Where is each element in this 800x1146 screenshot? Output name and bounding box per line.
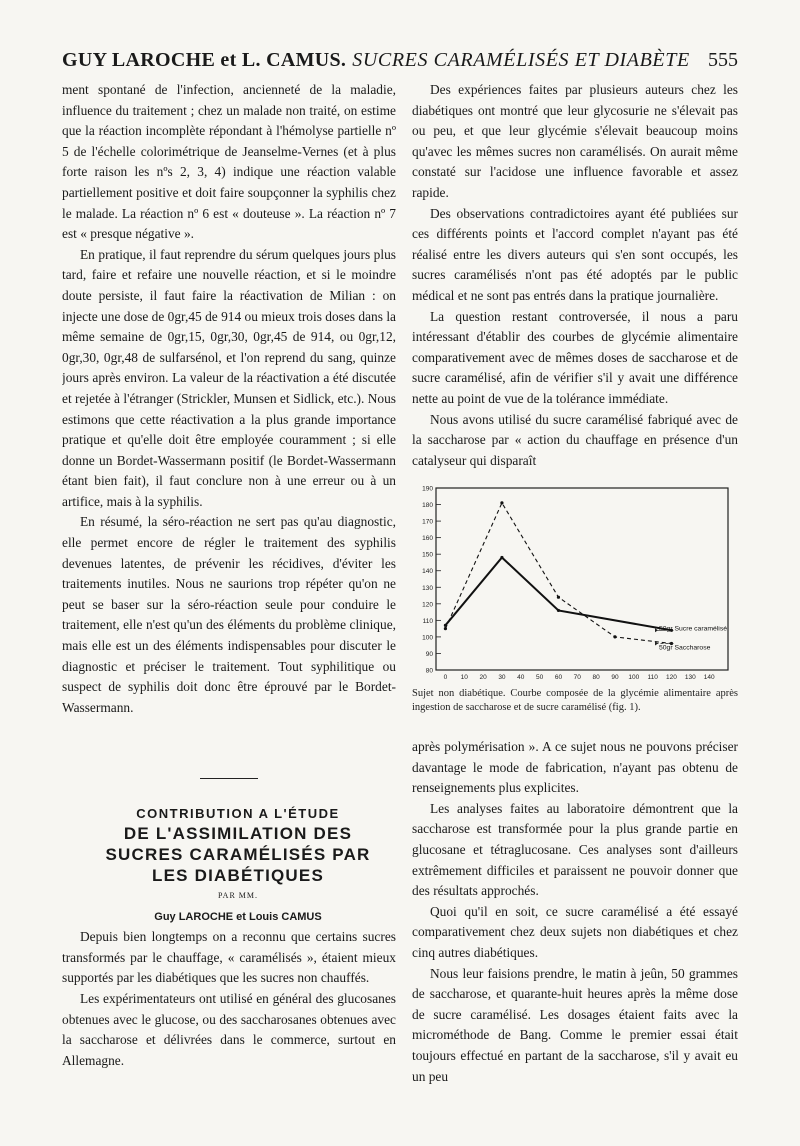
x-tick-label: 110 — [647, 674, 658, 681]
right-column-top — [412, 80, 738, 480]
y-tick-label: 190 — [422, 485, 433, 493]
x-tick-label: 90 — [611, 674, 619, 681]
data-point — [500, 556, 503, 559]
x-tick-label: 0 — [443, 674, 448, 681]
data-point — [557, 596, 560, 599]
x-tick-label: 80 — [592, 674, 600, 681]
plot-frame — [436, 488, 728, 670]
y-tick-label: 180 — [422, 502, 433, 510]
y-tick-label: 140 — [422, 568, 433, 576]
running-header — [62, 46, 738, 74]
paragraph: Les analyses faites au laboratoire démontrent que la saccharose est transformée pour la plus grande partie en glucosane et tétraglucosane. Ces analyses sont d'ailleurs extrêmement difficiles et paraissent ne pouvoir donner que des résultats approchés. — [412, 800, 738, 899]
paragraph: après polymérisation ». A ce sujet nous ne pouvons préciser davantage le mode de fabrication, n'ayant pas obtenu de renseignements plus explicites. — [412, 739, 738, 796]
previous-article-end — [62, 80, 396, 770]
y-tick-label: 160 — [422, 535, 433, 543]
paragraph: Nous leur faisions prendre, le matin à jeûn, 50 grammes de saccharose, et quarante-huit heures après la même dose de sucre caramélisé. Les dosages étaient faits avec la microméthode de Bang. Comme le premier essai était toujours effectué en partant de la saccharose, s'il y avait eu un peu — [412, 965, 738, 1084]
y-tick-label: 80 — [425, 667, 433, 675]
series-line-1 — [445, 557, 671, 630]
x-tick-label: 50 — [535, 674, 544, 681]
legend-arrowhead — [655, 628, 658, 632]
x-tick-label: 30 — [498, 674, 506, 681]
article-title-line: DE L'ASSIMILATION DES — [123, 824, 353, 843]
article-divider — [200, 778, 258, 779]
x-tick-label: 40 — [517, 674, 525, 681]
y-tick-label: 90 — [425, 650, 433, 658]
glycemia-figure — [412, 480, 738, 732]
x-tick-label: 70 — [573, 674, 581, 681]
y-tick-label: 170 — [422, 518, 433, 526]
x-tick-label: 140 — [703, 674, 715, 681]
glycemia-chart — [412, 480, 738, 685]
data-point — [500, 501, 503, 504]
y-tick-label: 150 — [422, 551, 433, 559]
data-point — [444, 627, 447, 630]
y-tick-label: 100 — [422, 634, 433, 642]
figure-caption: Sujet non diabétique. Courbe composée de la glycémie alimentaire après ingestion de saccharose et de sucre caramélisé (fig. 1). — [412, 688, 738, 713]
paragraph: Depuis bien longtemps on a reconnu que certains sucres transformés par le chauffage, « caramélisés », étaient mieux supportés par les diabétiques que les sucres non chauffés. — [62, 929, 396, 986]
x-tick-label: 10 — [460, 674, 468, 681]
left-column — [62, 80, 396, 1071]
legend-label: 50gr Sucre caramélisé — [659, 625, 727, 633]
article-byline: Guy LAROCHE et Louis CAMUS — [154, 910, 322, 923]
paragraph: Quoi qu'il en soit, ce sucre caramélisé a été essayé comparativement chez deux sujets non diabétiques et chez cinq autres diabétiques. — [412, 903, 738, 960]
paragraph: En pratique, il faut reprendre du sérum quelques jours plus tard, faire et refaire une nouvelle réaction, et si le moindre doute persiste, il faut faire la réactivation de Milian : on injecte une dose de 0gr,45 de 914 ou mieux trois doses dans la même semaine de 0gr,15, 0gr,30, 0gr,45 de 914, ou 0gr,12, 0gr,30, 0gr,48 de sulfarsénol, et l'on reprend du sang, quinze jours après environ. La valeur de la réactivation a été discutée et rejetée à l'étranger (Strickler, Munsen et Sidlick, etc.). Nous estimons que cette réactivation a la plus grande importance pratique et qu'elle doit être employée couramment ; si elle donne un Bordet-Wassermann positif (le Bordet-Wassermann étant bien fait), il faut conclure non à une erreur ou à un artifice, mais à la syphilis. — [62, 246, 396, 509]
article-par: PAR MM. — [217, 891, 259, 900]
paragraph: Les expérimentateurs ont utilisé en général des glucosanes obtenues avec le glucose, ou des saccharosanes obtenues avec la saccharose et délivrées dans le commerce, surtout en Allemagne. — [62, 990, 396, 1068]
x-tick-label: 120 — [666, 674, 677, 681]
x-tick-label: 60 — [554, 674, 563, 681]
legend-label: 50gr Saccharose — [659, 644, 711, 652]
x-tick-label: 130 — [684, 674, 696, 681]
data-point — [557, 609, 560, 612]
paragraph: En résumé, la séro-réaction ne sert pas qu'au diagnostic, elle permet encore de régler le traitement des syphilis devenues latentes, de prévenir les récidives, d'éviter les traitements inutiles. Nous ne saurions trop répéter qu'on ne peut se baser sur la séro-réaction seule pour conduire le traitement, elle n'est qu'un des éléments du problème clinique, mais elle est un des éléments indispensables pour discuter le diagnostic et préciser le traitement. Tout syphilitique ou suspect de syphilis doit donc être éprouvé par le Bordet-Wassermann. — [62, 514, 396, 715]
header-authors: GUY LAROCHE et L. CAMUS. — [62, 49, 347, 71]
y-tick-label: 110 — [422, 617, 433, 625]
y-tick-label: 130 — [422, 584, 433, 592]
paragraph: Des expériences faites par plusieurs auteurs chez les diabétiques ont montré que leur glycosurie ne s'élevait pas ou peu, et que leur glycémie s'élevait beaucoup moins qu'avec les mêmes sucres non caramélisés. On aurait même constaté sur l'acidose une influence favorable et assez rapide. — [412, 82, 738, 200]
article-title-line: SUCRES CARAMÉLISÉS PAR — [105, 845, 371, 864]
right-column-bottom — [412, 737, 738, 1137]
paragraph: Nous avons utilisé du sucre caramélisé fabriqué avec de la saccharose par « action du chauffage en présence d'un catalyseur qui disparaît — [412, 411, 738, 468]
header-title: SUCRES CARAMÉLISÉS ET DIABÈTE — [352, 49, 690, 71]
paragraph: Des observations contradictoires ayant été publiées sur ces différents points et l'accord complet n'ayant pas été réalisé entre les divers auteurs qui s'en sont occupés, les sucres caramélisés n'ont pas été adoptés par le public médical et ne sont pas entrés dans la pratique journalière. — [412, 205, 738, 303]
paragraph: La question restant controversée, il nous a paru intéressant d'établir des courbes de glycémie alimentaire comparativement avec de mêmes doses de saccharose et de sucre caramélisé, afin de vérifier s'il y avait une différence nette au point de vue de la tolérance immédiate. — [412, 308, 738, 406]
data-point — [613, 635, 616, 638]
x-tick-label: 100 — [628, 674, 640, 681]
article-kicker: CONTRIBUTION A L'ÉTUDE — [136, 806, 340, 821]
paragraph: ment spontané de l'infection, ancienneté de la maladie, influence du traitement ; chez un malade non traité, on estime que la réaction incomplète répondant à l'hémolyse partielle nº 5 de l'échelle colorimétrique de Jeanselme-Vernes (et à plus forte raison les nºs 2, 3, 4) indique une réaction valable partiellement positive et doit faire soupçonner la syphilis chez le malade. La réaction nº 6 est « douteuse ». La réaction nº 7 est « presque négative ». — [62, 82, 396, 242]
y-tick-label: 120 — [422, 601, 433, 609]
page-number: 555 — [708, 49, 738, 71]
series-line-2 — [445, 503, 671, 644]
article-title-line: LES DIABÉTIQUES — [152, 866, 324, 885]
x-tick-label: 20 — [479, 674, 487, 681]
